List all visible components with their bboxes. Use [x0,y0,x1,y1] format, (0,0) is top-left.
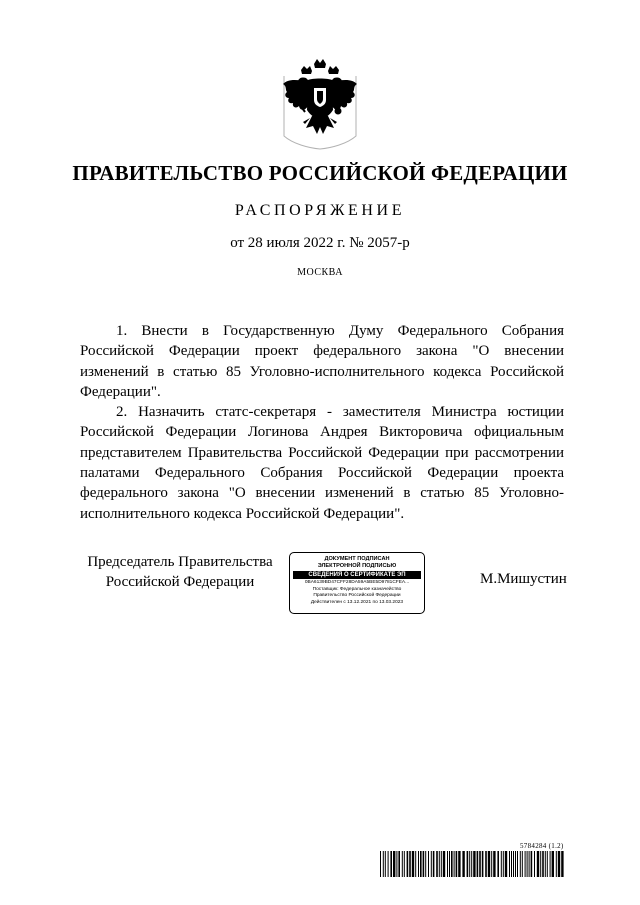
electronic-signature-stamp [289,552,425,614]
stamp-serial: 0BA6139BD47CFF28DA59A5BE5D9781CFEA... [304,580,410,585]
document-date-number: от 28 июля 2022 г. № 2057-р [230,235,410,251]
signatory-position-line1: Председатель Правительства [87,554,273,570]
government-title: ПРАВИТЕЛЬСТВО РОССИЙСКОЙ ФЕДЕРАЦИИ [72,161,568,185]
barcode-icon [380,851,566,877]
stamp-certificate-header: СВЕДЕНИЯ О СЕРТИФИКАТЕ ЭП [293,571,421,579]
stamp-owner: Правительство Российской Федерации [313,593,401,599]
coat-of-arms-icon [281,56,359,150]
stamp-issuer: Поставщик: Федеральное казначейство [312,586,402,592]
paragraph-1: 1. Внести в Государственную Думу Федерального Собрания Российской Федерации проект федерального закона "О внесении изменений в статью 85 Уголовно-исполнительного кодекса Российской Федерации". [80,323,564,400]
document-city: МОСКВА [297,267,343,278]
signatory-name: М.Мишустин [480,571,567,587]
signatory-position-line2: Российской Федерации [105,574,255,590]
stamp-validity: Действителен с 13.12.2021 по 13.03.2023 [310,599,404,605]
document-type: РАСПОРЯЖЕНИЕ [234,202,406,219]
signatory-position [80,552,280,592]
stamp-line1: ДОКУМЕНТ ПОДПИСАН [324,556,390,562]
document-body [80,321,564,524]
stamp-line2: ЭЛЕКТРОННОЙ ПОДПИСЬЮ [317,563,397,569]
document-code: 5784284 (1.2) [520,842,564,850]
paragraph-2: 2. Назначить статс-секретаря - заместителя Министра юстиции Российской Федерации Логинова Андрея Викторовича официальным представителем Правительства Российской Федерации при рассмотрении палатами Федерального Собрания Российской Федерации проекта федерального закона "О внесении изменений в статью 85 Уголовно-исполнительного кодекса Российской Федерации". [80,404,564,522]
